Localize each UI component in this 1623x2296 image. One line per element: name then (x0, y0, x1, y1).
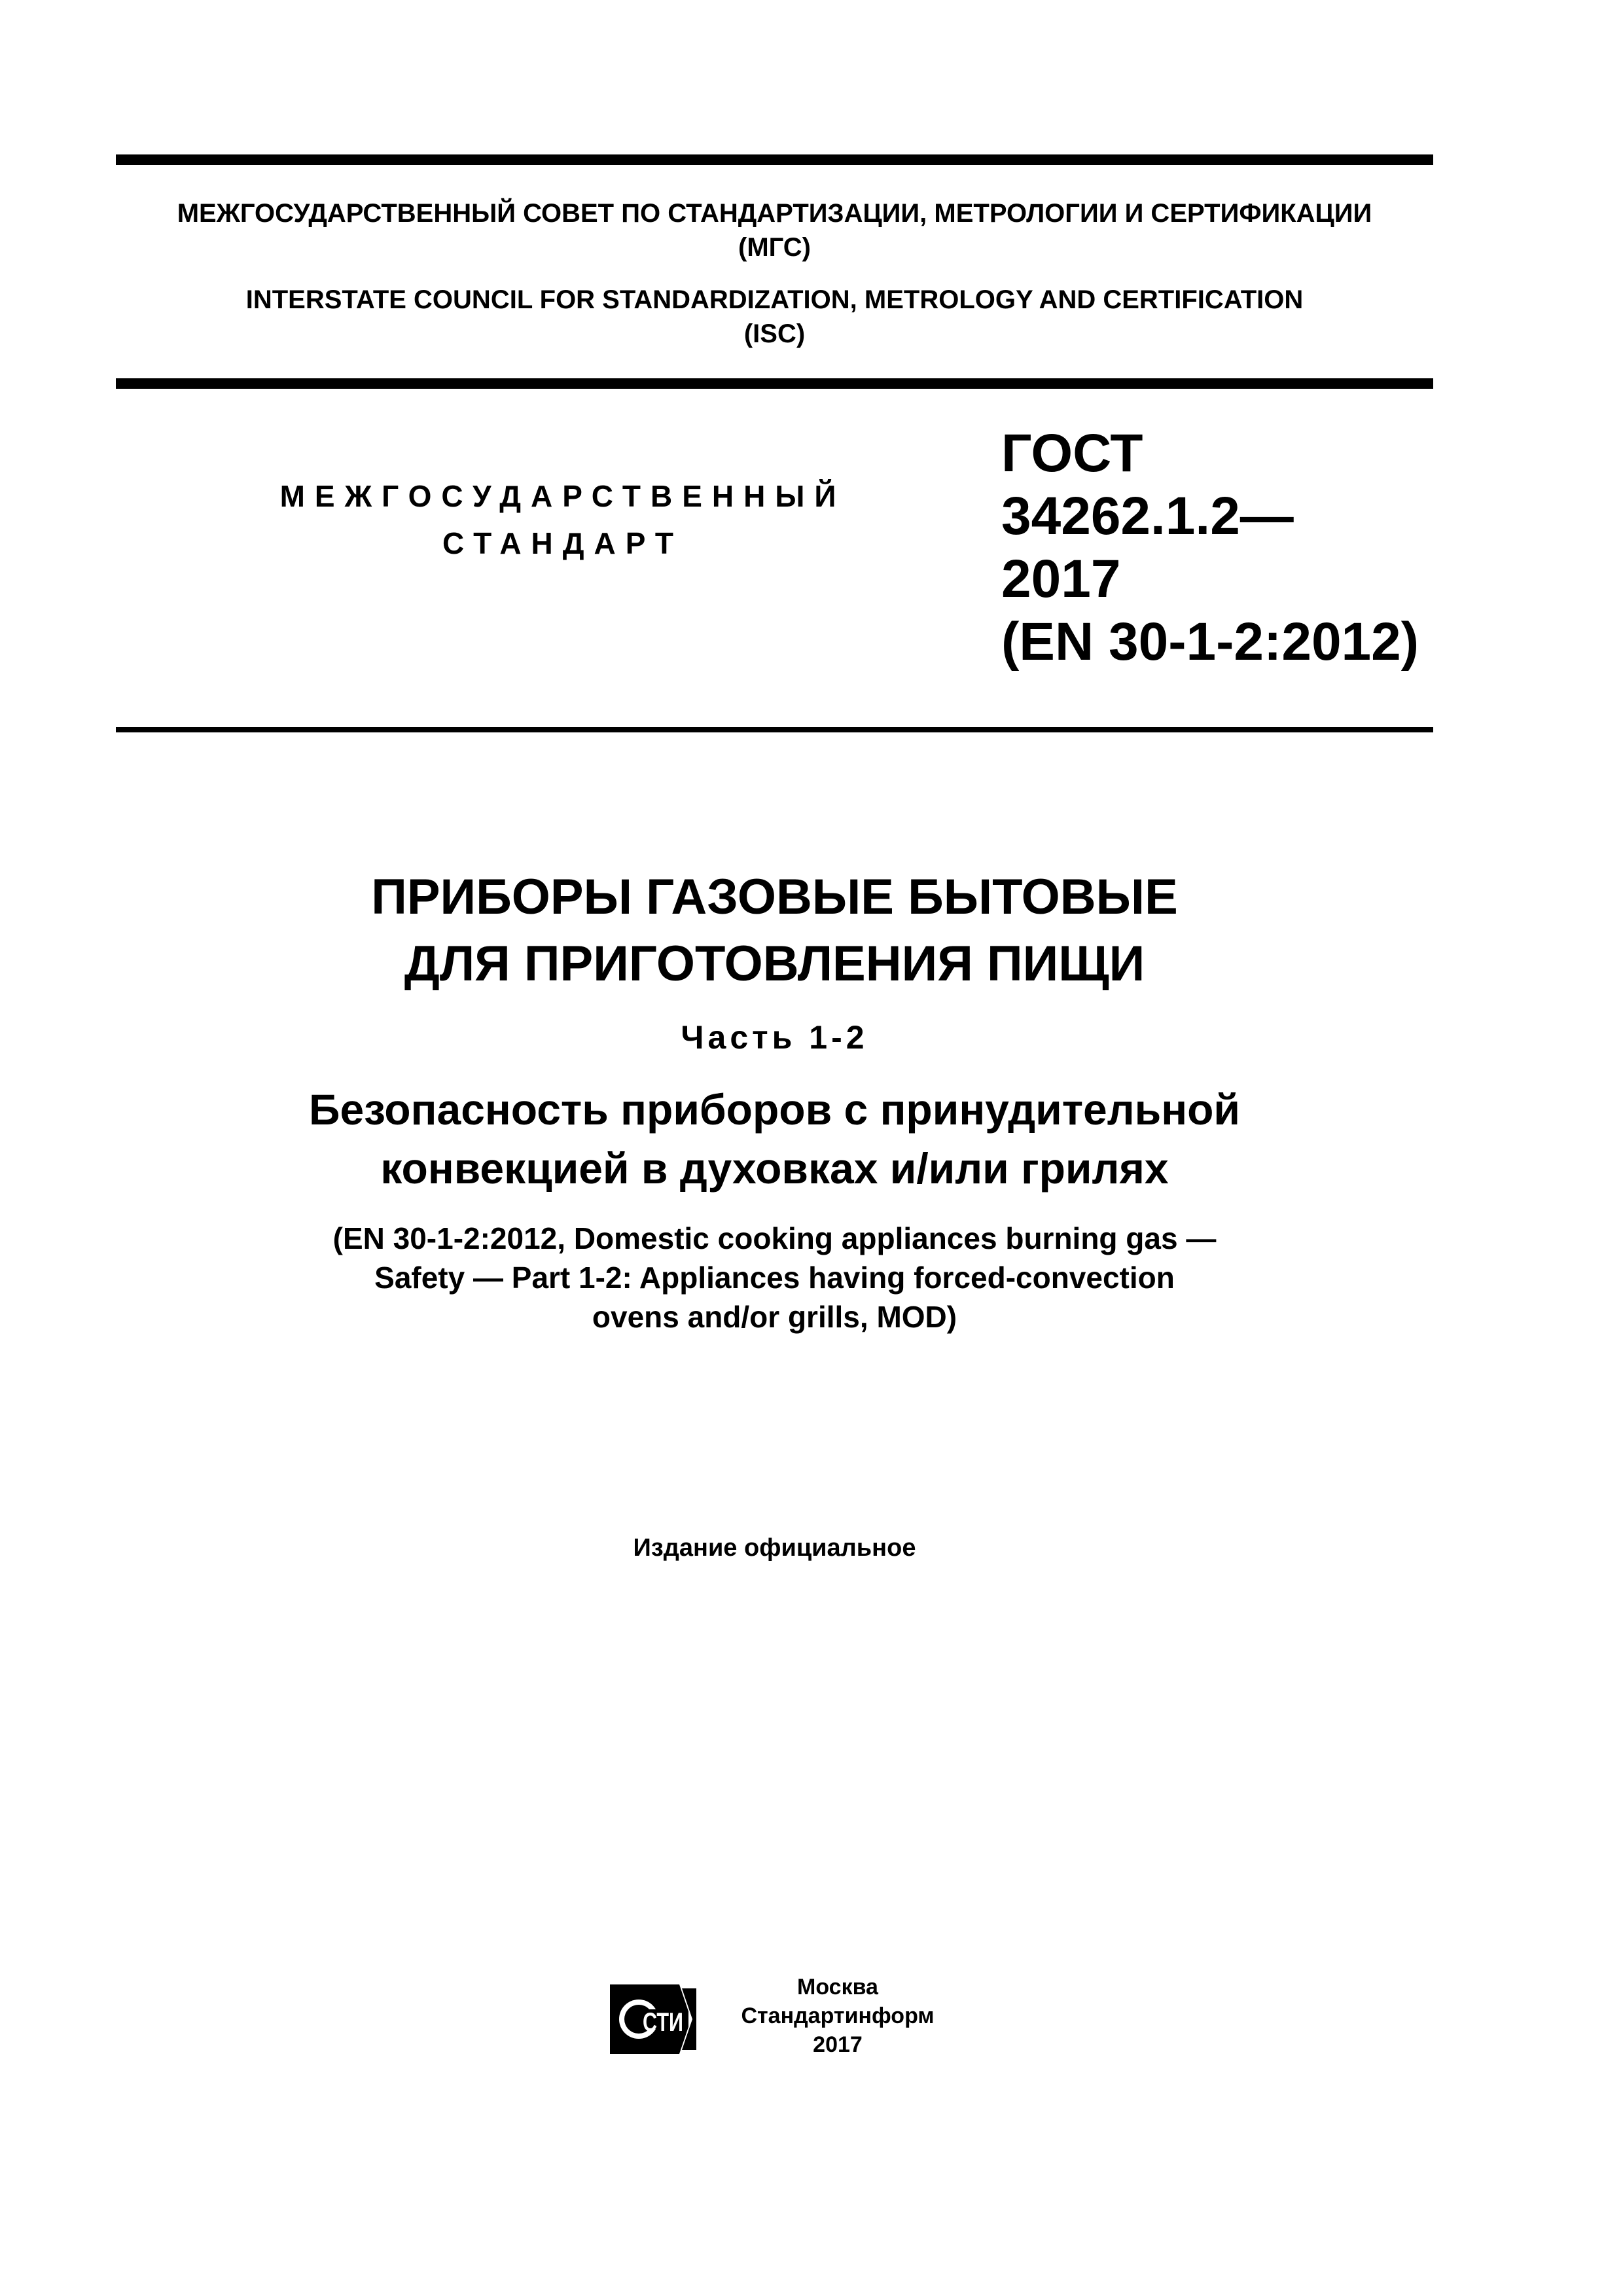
publisher-imprint (726, 1973, 949, 2059)
gost-line3: 2017 (1001, 549, 1121, 609)
gost-line1: ГОСТ (1001, 423, 1143, 483)
standartinform-logo-icon (609, 1983, 700, 2055)
council-name-ru: МЕЖГОСУДАРСТВЕННЫЙ СОВЕТ ПО СТАНДАРТИЗАЦИИ, МЕТРОЛОГИИ И СЕРТИФИКАЦИИ (177, 199, 1372, 228)
title-divider (116, 727, 1433, 732)
english-title (116, 1219, 1433, 1336)
publisher-name: Стандартинформ (741, 2003, 935, 2028)
document-title-block (116, 864, 1433, 1336)
spacer (116, 264, 1433, 283)
title-line2: ДЛЯ ПРИГОТОВЛЕНИЯ ПИЩИ (404, 936, 1145, 992)
logo-lettering: СТИ (643, 2008, 683, 2037)
subtitle-line1: Безопасность приборов с принудительной (309, 1085, 1240, 1134)
document-subtitle (116, 1080, 1433, 1198)
standard-type-label (236, 473, 890, 567)
english-title-line1: (EN 30-1-2:2012, Domestic cooking appliances burning gas — (332, 1221, 1217, 1255)
top-divider (116, 154, 1433, 165)
council-abbr-ru: (МГС) (738, 233, 811, 262)
gost-line2: 34262.1.2— (1001, 486, 1294, 546)
subtitle-line2: конвекцией в духовках и/или грилях (380, 1144, 1169, 1193)
edition-label: Издание официальное (633, 1534, 916, 1562)
publisher-city: Москва (797, 1975, 878, 2000)
part-number: Часть 1-2 (681, 1019, 868, 1056)
document-title (116, 864, 1433, 997)
gost-designation (1001, 422, 1433, 673)
council-header (116, 196, 1433, 351)
council-abbr-en: (ISC) (743, 319, 806, 348)
english-title-line3: ovens and/or grills, MOD) (592, 1300, 957, 1334)
standard-type-line1: МЕЖГОСУДАРСТВЕННЫЙ (279, 479, 846, 513)
publisher-year: 2017 (813, 2032, 863, 2057)
middle-divider (116, 378, 1433, 389)
title-line1: ПРИБОРЫ ГАЗОВЫЕ БЫТОВЫЕ (371, 869, 1178, 925)
english-title-line2: Safety — Part 1-2: Appliances having forced-convection (374, 1261, 1175, 1295)
standard-type-line2: СТАНДАРТ (442, 526, 683, 560)
gost-line4: (EN 30-1-2:2012) (1001, 612, 1419, 672)
council-name-en: INTERSTATE COUNCIL FOR STANDARDIZATION, METROLOGY AND CERTIFICATION (245, 285, 1304, 314)
